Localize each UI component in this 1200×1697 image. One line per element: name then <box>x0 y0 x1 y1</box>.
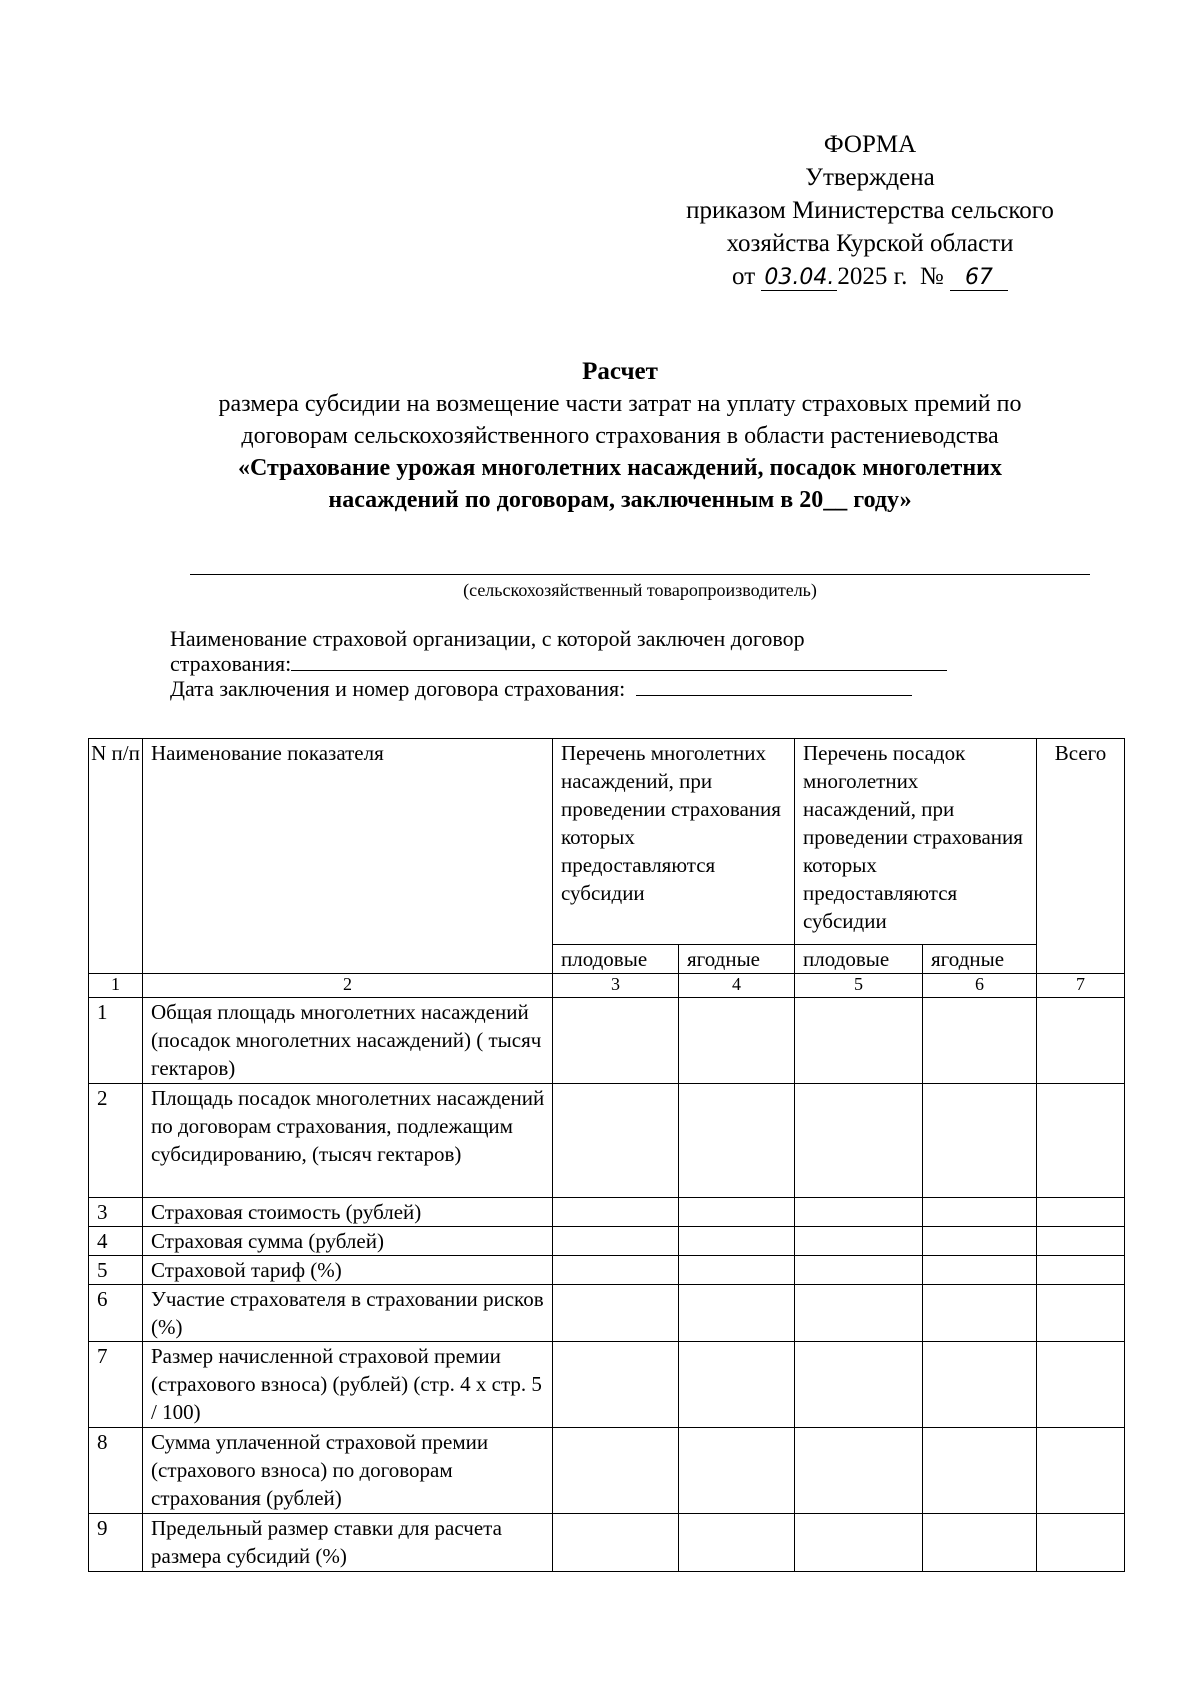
title-line-1: размера субсидии на возмещение части затрат на уплату страховых премий по <box>218 391 1022 417</box>
value-cell[interactable] <box>553 1227 679 1256</box>
value-cell[interactable] <box>679 998 795 1084</box>
value-cell[interactable] <box>1037 1514 1125 1572</box>
value-cell[interactable] <box>1037 998 1125 1084</box>
order-line: приказом Министерства сельского <box>686 197 1054 224</box>
value-cell[interactable] <box>1037 1342 1125 1428</box>
row-number: 8 <box>89 1428 143 1514</box>
approved-label: Утверждена <box>805 164 935 191</box>
value-cell[interactable] <box>553 1256 679 1285</box>
row-number: 3 <box>89 1198 143 1227</box>
value-cell[interactable] <box>553 1198 679 1227</box>
value-cell[interactable] <box>923 1342 1037 1428</box>
value-cell[interactable] <box>553 1084 679 1198</box>
insurer-label-1: Наименование страховой организации, с которой заключен договор <box>170 626 805 651</box>
value-cell[interactable] <box>923 1285 1037 1342</box>
ministry-line: хозяйства Курской области <box>726 230 1014 257</box>
table-row <box>89 1342 1125 1428</box>
row-indicator: Страховой тариф (%) <box>143 1256 553 1285</box>
value-cell[interactable] <box>795 1285 923 1342</box>
value-cell[interactable] <box>795 998 923 1084</box>
order-date-line <box>650 260 1090 293</box>
value-cell[interactable] <box>1037 1256 1125 1285</box>
value-cell[interactable] <box>923 1256 1037 1285</box>
value-cell[interactable] <box>795 1514 923 1572</box>
table-row <box>89 1084 1125 1198</box>
col-number: 2 <box>143 974 553 998</box>
col-number: 4 <box>679 974 795 998</box>
value-cell[interactable] <box>923 1227 1037 1256</box>
table-row <box>89 1428 1125 1514</box>
row-indicator: Страховая стоимость (рублей) <box>143 1198 553 1227</box>
row-indicator: Сумма уплаченной страховой премии (страхового взноса) по договорам страхования (рублей) <box>143 1428 553 1514</box>
date-prefix: от <box>732 263 756 290</box>
header-total: Всего <box>1037 739 1125 974</box>
value-cell[interactable] <box>679 1084 795 1198</box>
value-cell[interactable] <box>1037 1227 1125 1256</box>
value-cell[interactable] <box>795 1084 923 1198</box>
table-row <box>89 1256 1125 1285</box>
value-cell[interactable] <box>553 1342 679 1428</box>
row-indicator: Страховая сумма (рублей) <box>143 1227 553 1256</box>
row-number: 4 <box>89 1227 143 1256</box>
value-cell[interactable] <box>795 1428 923 1514</box>
calculation-table <box>88 738 1125 1572</box>
form-label: ФОРМА <box>823 131 917 158</box>
value-cell[interactable] <box>923 1428 1037 1514</box>
value-cell[interactable] <box>923 1514 1037 1572</box>
value-cell[interactable] <box>795 1227 923 1256</box>
header-num: N п/п <box>89 739 143 974</box>
table-row <box>89 1227 1125 1256</box>
header-group-plantings: Перечень многолетних насаждений, при проведении страхования которых предоставляются субсидии <box>553 739 795 945</box>
row-number: 9 <box>89 1514 143 1572</box>
value-cell[interactable] <box>923 1084 1037 1198</box>
col-number: 1 <box>89 974 143 998</box>
value-cell[interactable] <box>679 1227 795 1256</box>
title-heading: Расчет <box>582 358 658 385</box>
title-line-2: договорам сельскохозяйственного страхования в области растениеводства <box>241 423 999 449</box>
header-group-seedlings: Перечень посадок многолетних насаждений, при проведении страхования которых предоставляются субсидии <box>795 739 1037 945</box>
row-indicator: Площадь посадок многолетних насаждений по договорам страхования, подлежащим субсидированию, (тысяч гектаров) <box>143 1084 553 1198</box>
row-number: 1 <box>89 998 143 1084</box>
value-cell[interactable] <box>1037 1198 1125 1227</box>
handwritten-order-number: 67 <box>950 266 1008 291</box>
value-cell[interactable] <box>553 998 679 1084</box>
value-cell[interactable] <box>1037 1428 1125 1514</box>
value-cell[interactable] <box>679 1428 795 1514</box>
col-number: 5 <box>795 974 923 998</box>
value-cell[interactable] <box>923 998 1037 1084</box>
col-number: 7 <box>1037 974 1125 998</box>
value-cell[interactable] <box>679 1198 795 1227</box>
contract-info <box>170 626 970 701</box>
contract-label: Дата заключения и номер договора страхования: <box>170 676 626 701</box>
title-line-3: «Страхование урожая многолетних насаждений, посадок многолетних <box>238 455 1002 481</box>
column-number-row <box>89 974 1125 998</box>
header-fruit-1: плодовые <box>553 945 679 974</box>
row-number: 2 <box>89 1084 143 1198</box>
insurer-blank-field[interactable] <box>291 652 947 671</box>
value-cell[interactable] <box>795 1198 923 1227</box>
value-cell[interactable] <box>679 1256 795 1285</box>
value-cell[interactable] <box>679 1514 795 1572</box>
document-title <box>120 356 1120 516</box>
row-indicator: Общая площадь многолетних насаждений (посадок многолетних насаждений) ( тысяч гектаров) <box>143 998 553 1084</box>
row-number: 5 <box>89 1256 143 1285</box>
value-cell[interactable] <box>553 1514 679 1572</box>
approval-block <box>650 128 1090 293</box>
contract-blank-field[interactable] <box>636 677 912 696</box>
row-number: 7 <box>89 1342 143 1428</box>
table-row <box>89 1285 1125 1342</box>
header-fruit-2: плодовые <box>795 945 923 974</box>
table-row <box>89 998 1125 1084</box>
value-cell[interactable] <box>1037 1285 1125 1342</box>
table-row <box>89 1514 1125 1572</box>
table-row <box>89 1198 1125 1227</box>
value-cell[interactable] <box>923 1198 1037 1227</box>
header-berry-1: ягодные <box>679 945 795 974</box>
value-cell[interactable] <box>553 1428 679 1514</box>
producer-caption: (сельскохозяйственный товаропроизводитель) <box>463 580 817 600</box>
header-berry-2: ягодные <box>923 945 1037 974</box>
value-cell[interactable] <box>679 1342 795 1428</box>
row-indicator: Участие страхователя в страховании рисков (%) <box>143 1285 553 1342</box>
row-indicator: Размер начисленной страховой премии (страхового взноса) (рублей) (стр. 4 x стр. 5 / 100) <box>143 1342 553 1428</box>
title-line-4: насаждений по договорам, заключенным в 20__ году» <box>328 487 912 513</box>
value-cell[interactable] <box>679 1285 795 1342</box>
producer-blank-line[interactable] <box>190 574 1090 575</box>
row-number: 6 <box>89 1285 143 1342</box>
value-cell[interactable] <box>553 1285 679 1342</box>
row-indicator: Предельный размер ставки для расчета размера субсидий (%) <box>143 1514 553 1572</box>
header-name: Наименование показателя <box>143 739 553 974</box>
number-sign: № <box>919 263 944 290</box>
table-header-row <box>89 739 1125 945</box>
value-cell[interactable] <box>795 1256 923 1285</box>
col-number: 6 <box>923 974 1037 998</box>
insurer-label-2: страхования: <box>170 651 292 676</box>
value-cell[interactable] <box>795 1342 923 1428</box>
handwritten-date: 03.04. <box>761 266 837 291</box>
order-year: 2025 г. <box>837 263 908 290</box>
col-number: 3 <box>553 974 679 998</box>
value-cell[interactable] <box>1037 1084 1125 1198</box>
